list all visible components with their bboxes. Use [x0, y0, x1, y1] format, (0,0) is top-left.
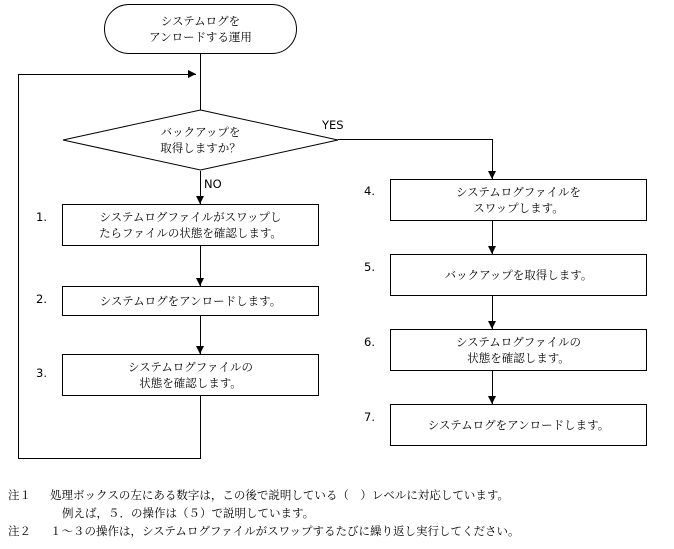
node-step-4-line2: スワップします。	[473, 201, 564, 215]
step-number-6: 6.	[364, 335, 375, 349]
note-2-line1: １～３の操作は，システムログファイルがスワップするたびに繰り返し実行してください。	[50, 524, 520, 538]
arrow-into-step3	[196, 346, 204, 354]
connector-loop-top	[18, 74, 196, 75]
node-step-1-line1: システムログファイルがスワップし	[99, 210, 282, 224]
step-number-2: 2.	[36, 292, 47, 306]
node-step-4	[390, 179, 647, 221]
node-step-1-line2: たらファイルの状態を確認します。	[99, 226, 282, 240]
node-step-5	[390, 254, 647, 296]
node-decision	[62, 109, 339, 171]
step-number-1: 1.	[36, 210, 47, 224]
node-step-3	[62, 354, 319, 396]
arrow-into-step5	[488, 246, 496, 254]
label-yes: YES	[322, 118, 344, 132]
note-1-line1: 処理ボックスの左にある数字は，この後で説明している（ ）レベルに対応しています。	[50, 488, 509, 502]
note-1-label: 注１	[8, 488, 31, 502]
node-start-line2: アンロードする運用	[149, 30, 252, 44]
node-step-2	[62, 286, 319, 316]
note-1-line2: 例えば，５．の操作は（５）で説明しています。	[62, 506, 315, 520]
node-decision-line2: 取得しますか？	[160, 141, 241, 155]
label-no: NO	[204, 177, 222, 191]
note-2-label: 注２	[8, 524, 31, 538]
arrow-into-step7	[488, 396, 496, 404]
node-step-6	[390, 329, 647, 371]
node-decision-line1: バックアップを	[160, 125, 241, 139]
node-step-6-line1: システムログファイルの	[455, 335, 582, 349]
arrow-into-step2	[196, 278, 204, 286]
node-step-6-line2: 状態を確認します。	[467, 351, 570, 365]
connector-loop-bottom	[18, 458, 201, 459]
node-step-7	[390, 404, 647, 446]
arrow-into-step6	[488, 321, 496, 329]
node-step-1	[62, 204, 319, 246]
node-step-4-line1: システムログファイルを	[455, 185, 582, 199]
node-start-line1: システムログを	[160, 14, 241, 28]
arrow-into-step4	[488, 171, 496, 179]
step-number-4: 4.	[364, 184, 375, 198]
arrow-loop-rejoin	[188, 70, 196, 78]
node-step-7-line1: システムログをアンロードします。	[427, 418, 610, 432]
connector-yes-horizontal	[338, 139, 492, 140]
node-step-5-line1: バックアップを取得します。	[444, 268, 593, 282]
node-start	[104, 4, 297, 54]
step-number-3: 3.	[36, 366, 47, 380]
connector-loop-left	[18, 74, 19, 459]
node-step-3-line2: 状態を確認します。	[139, 376, 242, 390]
node-step-2-line1: システムログをアンロードします。	[99, 294, 282, 308]
step-number-5: 5.	[364, 260, 375, 274]
connector-loop-down	[200, 396, 201, 458]
step-number-7: 7.	[364, 410, 375, 424]
arrow-into-step1	[196, 196, 204, 204]
node-step-3-line1: システムログファイルの	[127, 360, 254, 374]
